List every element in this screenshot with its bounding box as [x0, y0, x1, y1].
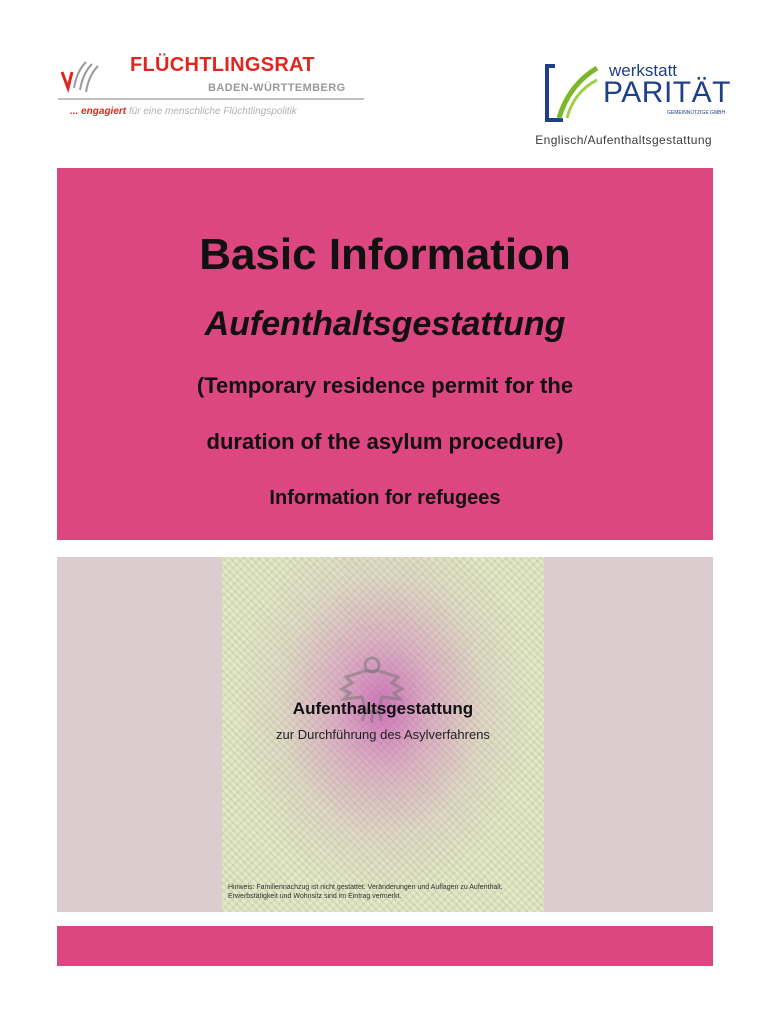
audience-label: Information for refugees	[269, 487, 501, 509]
footer-bar	[57, 926, 713, 966]
page-subtitle: Aufenthaltsgestattung	[204, 305, 566, 343]
page-title: Basic Information	[199, 230, 571, 279]
document-heading: Aufenthaltsgestattung	[292, 699, 474, 718]
fluechtlingsrat-logo-mark-icon	[58, 58, 108, 94]
document-photo	[222, 557, 544, 912]
description-line-1: (Temporary residence permit for the	[196, 373, 574, 398]
slogan-rest: für eine menschliche Flüchtlingspolitik	[128, 106, 297, 117]
fluechtlingsrat-subtitle: BADEN-WÜRTTEMBERG	[208, 82, 346, 94]
paritaet-text: PARITÄT	[603, 76, 731, 109]
fluechtlingsrat-slogan	[70, 106, 297, 117]
fluechtlingsrat-logo	[58, 52, 368, 124]
logo-divider	[58, 98, 364, 100]
description-line-2: duration of the asylum procedure)	[206, 429, 564, 454]
slogan-emphasis: ... engagiert	[70, 106, 127, 117]
image-band	[57, 557, 713, 912]
werkstatt-paritaet-logo	[541, 58, 731, 130]
werkstatt-paritaet-bracket-icon	[545, 62, 599, 122]
fluechtlingsrat-title: FLÜCHTLINGSRAT	[130, 54, 315, 76]
werkstatt-text: werkstatt	[609, 61, 678, 80]
category-label: Englisch/Aufenthaltsgestattung	[535, 133, 712, 147]
document-fine-print: Hinweis: Familiennachzug ist nicht gestattet. Veränderungen und Auflagen zu Aufenthalt, Erwerbstätigkeit und Wohnsitz sind im Eintrag vermerkt.	[228, 884, 503, 900]
paritaet-tagline: GEMEINNÜTZIGE GMBH	[667, 110, 726, 116]
document-subheading: zur Durchführung des Asylverfahrens	[276, 727, 490, 742]
title-box	[57, 168, 713, 540]
